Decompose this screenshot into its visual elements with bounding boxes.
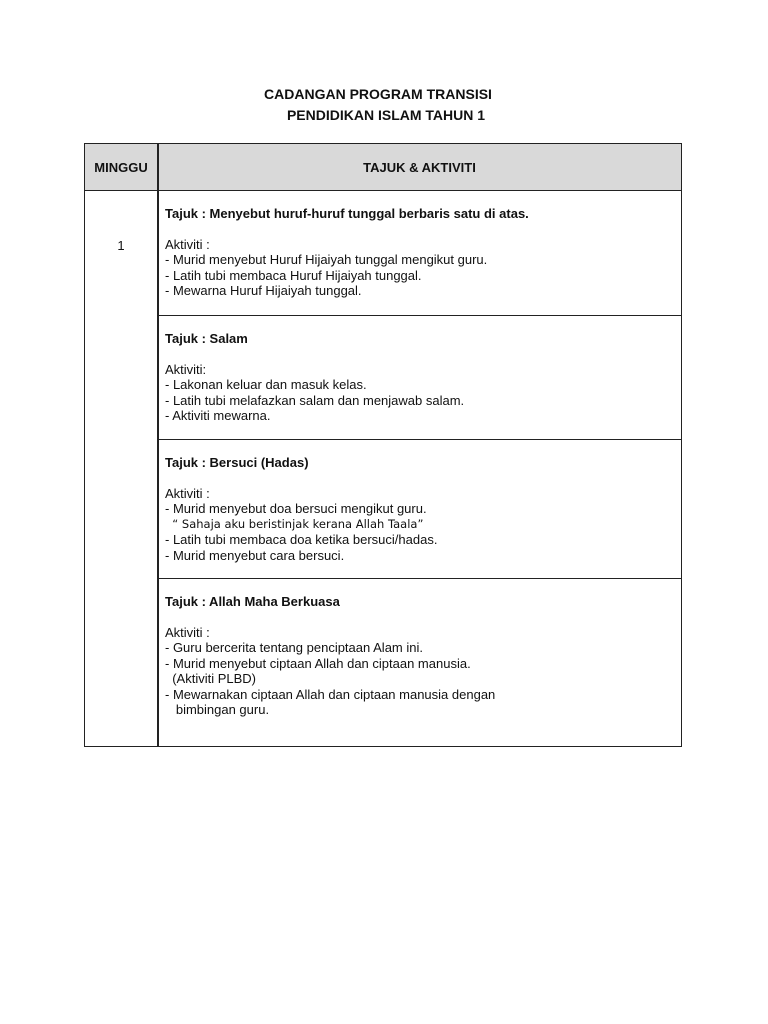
activity-line: - Mewarnakan ciptaan Allah dan ciptaan manusia dengan: [165, 686, 496, 702]
activity-line: - Guru bercerita tentang penciptaan Alam ini.: [165, 640, 423, 655]
activity-label: Aktiviti :: [165, 624, 210, 640]
table-row: [165, 455, 673, 563]
activity-line: - Murid menyebut ciptaan Allah dan ciptaan manusia.: [165, 655, 471, 671]
activity-label: Aktiviti:: [165, 361, 207, 377]
program-table: [84, 143, 682, 747]
row-topic: Tajuk : Salam: [165, 331, 248, 346]
activity-label: Aktiviti :: [165, 485, 210, 501]
row-topic: Tajuk : Allah Maha Berkuasa: [165, 594, 340, 609]
activity-line: - Latih tubi membaca doa ketika bersuci/hadas.: [165, 532, 438, 547]
column-divider: [157, 144, 159, 746]
row-topic: Tajuk : Bersuci (Hadas): [165, 455, 309, 470]
row-divider: [158, 439, 681, 440]
activity-line: - Latih tubi melafazkan salam dan menjawab salam.: [165, 392, 465, 408]
table-header-row: [85, 144, 681, 191]
header-tajuk-aktiviti: TAJUK & AKTIVITI: [363, 159, 476, 175]
activity-label: Aktiviti :: [165, 236, 210, 252]
activity-line: - Murid menyebut Huruf Hijaiyah tunggal mengikut guru.: [165, 252, 488, 267]
activity-line: - Murid menyebut doa bersuci mengikut guru.: [165, 501, 427, 516]
activity-line: bimbingan guru.: [165, 702, 270, 717]
row-topic: Tajuk : Menyebut huruf-huruf tunggal berbaris satu di atas.: [165, 206, 529, 221]
activity-line: - Murid menyebut cara bersuci.: [165, 547, 345, 563]
document-title: CADANGAN PROGRAM TRANSISI: [264, 86, 492, 102]
table-row: [165, 206, 673, 299]
row-divider: [158, 315, 681, 316]
activity-line: (Aktiviti PLBD): [165, 671, 257, 686]
header-minggu: MINGGU: [94, 159, 148, 175]
table-row: [165, 331, 673, 424]
table-row: [165, 594, 673, 718]
week-number: 1: [117, 238, 125, 253]
doa-quote: “ Sahaja aku beristinjak kerana Allah Taala”: [165, 516, 424, 531]
row-divider: [158, 578, 681, 579]
activity-line: - Aktiviti mewarna.: [165, 408, 271, 423]
activity-line: - Latih tubi membaca Huruf Hijaiyah tunggal.: [165, 267, 422, 283]
document-subtitle: PENDIDIKAN ISLAM TAHUN 1: [286, 107, 486, 123]
activity-line: - Mewarna Huruf Hijaiyah tunggal.: [165, 283, 362, 298]
activity-line: - Lakonan keluar dan masuk kelas.: [165, 377, 367, 392]
